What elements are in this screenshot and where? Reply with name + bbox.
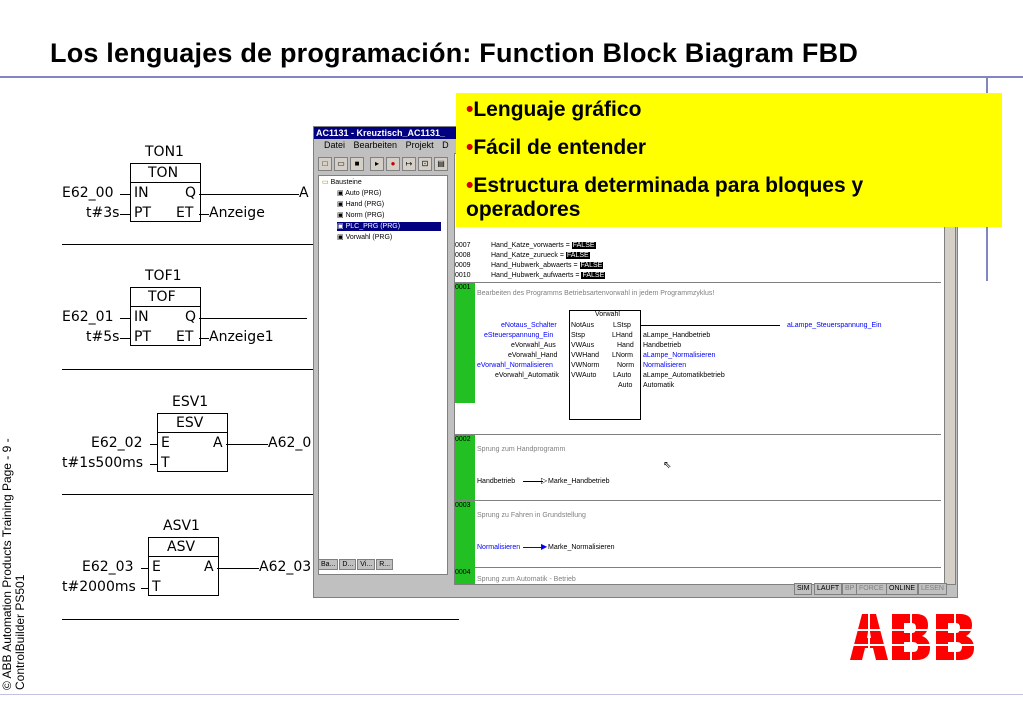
decl-value: FALSE [580,262,603,269]
ton-q-out: A [299,185,309,201]
vorwahl-in-signal: eNotaus_Schalter [501,322,557,329]
vorwahl-in-pin: VWAus [571,342,595,349]
step-icon[interactable]: ↦ [402,157,416,171]
esv-type: ESV [176,415,204,431]
vorwahl-in-pin: Stsp [571,332,586,339]
decl-line [491,272,605,279]
tree-item-hand[interactable] [337,200,384,209]
asv-instance-name: ASV1 [163,518,200,534]
tof-in-wire [120,318,130,319]
vorwahl-out-pin: Norm [617,362,635,369]
network-comment: Sprung zum Automatik - Betrieb [477,576,576,583]
network-comment: Sprung zum Handprogramm [477,446,566,453]
status-force: FORCE [856,583,887,595]
decl-value: FALSE [572,242,595,249]
vorwahl-out-pin: LHand [612,332,633,339]
vorwahl-out-pin: LAuto [613,372,632,379]
vorwahl-out-signal: Automatik [643,382,675,389]
copyright-note [0,380,44,690]
tree-root[interactable] [322,178,362,187]
menu-datei[interactable]: Datei [324,140,346,150]
tof-pt-signal: t#5s [86,329,120,345]
stop-icon[interactable]: ● [386,157,400,171]
status-bar [314,583,957,595]
esv-t-wire [150,464,157,465]
vorwahl-out-pin: LNorm [612,352,634,359]
ton-pt-pin: PT [134,205,151,221]
tool-icon[interactable]: ⊡ [418,157,432,171]
ton-et-pin: ET [176,205,194,221]
asv-type: ASV [167,539,196,555]
esv-instance-name: ESV1 [172,394,209,410]
print-icon[interactable]: ▤ [434,157,448,171]
tab-datentypen[interactable]: D... [339,559,356,570]
ton-pt-wire [120,214,130,215]
network-3-gutter [455,501,475,567]
asv-e-wire [141,568,148,569]
ton-et-out: Anzeige [209,205,265,221]
menu-more[interactable]: D [442,140,449,150]
decl-value: FALSE [582,272,605,279]
bullet-dot: • [466,136,474,159]
vorwahl-in-signal: eSteuerspannung_Ein [484,332,554,339]
bullet-text: Estructura determinada para bloques y [473,174,864,197]
jump-arrow-icon: ▶ [541,542,548,551]
jump-arrow-icon: ▷ [541,476,548,485]
decl-text: Hand_Hubwerk_aufwaerts = [491,272,582,279]
slide-title: Los lenguajes de programación: Function Block Biagram FBD [50,38,859,68]
footer-divider [0,694,1023,695]
esv-a-out: A62_0 [268,435,312,451]
asv-t-wire [141,588,148,589]
ton-header-line [130,182,200,183]
decl-line-number: 0007 [455,242,471,249]
status-bp: BP [842,583,857,595]
title-divider [0,76,1023,78]
bullet-dot: • [466,174,474,197]
vorwahl-in-pin: VWAuto [571,372,597,379]
folder-icon: ▭ [322,179,329,186]
tof-in-signal: E62_01 [62,309,114,325]
esv-t-pin: T [161,455,170,471]
decl-text: Hand_Hubwerk_abwaerts = [491,262,580,269]
network-number: 0001 [455,284,471,291]
asv-t-pin: T [152,579,161,595]
vorwahl-in-signal: eVorwahl_Automatik [495,372,559,379]
vorwahl-out-signal: aLampe_Handbetrieb [643,332,711,339]
tree-item-label: PLC_PRG (PRG) [345,223,401,230]
network-1-gutter [455,283,475,403]
save-icon[interactable]: ■ [350,157,364,171]
jump-signal: Handbetrieb [477,478,516,485]
tof-type: TOF [148,289,176,305]
mouse-cursor-icon: ⇖ [663,460,672,471]
tree-item-plc-prg[interactable] [337,222,441,231]
decl-line-number: 0008 [455,252,471,259]
vorwahl-out-pin: Auto [618,382,633,389]
esv-a-wire [226,444,268,445]
asv-a-wire [217,568,259,569]
decl-line-number: 0009 [455,262,471,269]
asv-header-line [148,556,218,557]
ton-instance-name: TON1 [145,144,184,160]
network-comment: Sprung zu Fahren in Grundstellung [477,512,586,519]
tree-root-label: Bausteine [330,179,362,186]
tof-et-out: Anzeige1 [209,329,274,345]
network-2 [455,434,941,435]
decl-line [491,262,603,269]
vorwahl-in-pin: NotAus [571,322,594,329]
bullet-item [466,98,641,122]
pou-icon: ▣ [337,190,344,197]
esv-a-pin: A [213,435,223,451]
tof-q-pin: Q [185,309,197,325]
decl-text: Hand_Katze_zurueck = [491,252,566,259]
vorwahl-out-signal: Handbetrieb [643,342,682,349]
network-1 [455,282,941,283]
bullet-text: Fácil de entender [473,136,647,159]
tof-header-line [130,306,200,307]
ton-et-wire [199,214,209,215]
ton-type: TON [148,165,179,181]
jump-wire [523,481,543,482]
network-number: 0003 [455,502,471,509]
asv-e-pin: E [152,559,161,575]
tab-ressourcen[interactable]: R... [376,559,393,570]
decl-line-number: 0010 [455,272,471,279]
menu-projekt[interactable]: Projekt [405,140,434,150]
jump-label: Marke_Handbetrieb [548,478,610,485]
tab-visualisierungen[interactable]: Vi... [357,559,375,570]
bullet-item [466,136,646,160]
tree-item-label: Norm (PRG) [345,212,385,219]
vorwahl-in-pin: VWNorm [571,362,600,369]
rung-separator-2 [62,369,314,370]
network-3 [455,500,941,501]
abb-logo [848,614,974,662]
rung-separator-3 [62,494,314,495]
tof-et-pin: ET [176,329,194,345]
network-2-gutter [455,435,475,500]
network-number: 0002 [455,436,471,443]
tree-item-label: Hand (PRG) [345,201,385,208]
esv-e-wire [150,444,157,445]
copyright-line-2: ControlBuilder PS501 [13,574,27,690]
ton-q-wire [199,194,299,195]
rung-separator-1 [62,244,314,245]
vorwahl-in-pin: VWHand [571,352,600,359]
vorwahl-block-name: Vorwahl [595,311,620,318]
pou-icon: ▣ [337,212,344,219]
tree-item-norm[interactable] [337,211,384,220]
tree-item-vorwahl[interactable] [337,233,392,242]
decl-text: Hand_Katze_vorwaerts = [491,242,572,249]
tof-et-wire [199,338,209,339]
asv-a-pin: A [204,559,214,575]
rung-separator-4 [62,619,459,620]
tab-bausteine[interactable]: Ba... [318,559,338,570]
bullet-dot: • [466,98,474,121]
vorwahl-out-signal: aLampe_Normalisieren [643,352,716,359]
run-icon[interactable]: ▸ [370,157,384,171]
feature-callout [456,93,1002,227]
tof-pt-pin: PT [134,329,151,345]
copyright-line-1: © ABB Automation Products Training Page - 9 - [0,438,14,690]
jump-signal: Normalisieren [477,544,521,551]
decl-line [491,252,590,259]
vorwahl-out-pin: Hand [617,342,634,349]
jump-label: Marke_Normalisieren [548,544,615,551]
esv-header-line [157,432,227,433]
asv-a-out: A62_03 [259,559,312,575]
status-lesen: LESEN [918,583,947,595]
object-tree [318,175,448,575]
window-title: AC1131 - Kreuztisch_AC1131_ [316,128,446,138]
esv-e-pin: E [161,435,170,451]
asv-e-signal: E62_03 [82,559,134,575]
ton-pt-signal: t#3s [86,205,120,221]
network-comment: Bearbeiten des Programms Betriebsartenvorwahl in jedem Programmzyklus! [477,290,715,297]
tof-instance-name: TOF1 [145,268,182,284]
ton-q-pin: Q [185,185,197,201]
bullet-continuation: operadores [466,198,581,221]
jump-wire [523,547,543,548]
vorwahl-in-signal: eVorwahl_Hand [508,352,558,359]
tree-item-auto[interactable] [337,189,381,198]
status-lauft: LAUFT [814,583,842,595]
asv-t-signal: t#2000ms [62,579,136,595]
vorwahl-in-signal: eVorwahl_Normalisieren [477,362,553,369]
toolbar [318,153,450,167]
vorwahl-out-signal: aLampe_Steuerspannung_Ein [787,322,882,329]
ton-in-wire [120,194,130,195]
status-online: ONLINE [886,583,918,595]
tree-item-label: Vorwahl (PRG) [345,234,393,241]
vorwahl-in-signal: eVorwahl_Aus [511,342,556,349]
esv-e-signal: E62_02 [91,435,143,451]
network-number: 0004 [455,569,471,576]
tof-q-wire [199,318,307,319]
vorwahl-out-wire [640,325,780,326]
menu-bearbeiten[interactable]: Bearbeiten [353,140,398,150]
pou-icon: ▣ [337,234,344,241]
open-icon[interactable]: ▭ [334,157,348,171]
bullet-item [466,174,863,198]
ton-in-signal: E62_00 [62,185,114,201]
status-sim: SIM [794,583,812,595]
tof-in-pin: IN [134,309,149,325]
vorwahl-out-signal: Normalisieren [643,362,687,369]
ton-in-pin: IN [134,185,149,201]
pou-icon: ▣ [337,223,344,230]
object-tabs [318,559,446,573]
tof-pt-wire [120,338,130,339]
tree-item-label: Auto (PRG) [345,190,382,197]
pou-icon: ▣ [337,201,344,208]
esv-t-signal: t#1s500ms [62,455,144,471]
vorwahl-out-pin: LStsp [613,322,631,329]
new-icon[interactable]: □ [318,157,332,171]
bullet-text: Lenguaje gráfico [473,98,642,121]
network-4 [455,567,941,568]
decl-line [491,242,596,249]
decl-value: FALSE [566,252,589,259]
vorwahl-out-signal: aLampe_Automatikbetrieb [643,372,725,379]
